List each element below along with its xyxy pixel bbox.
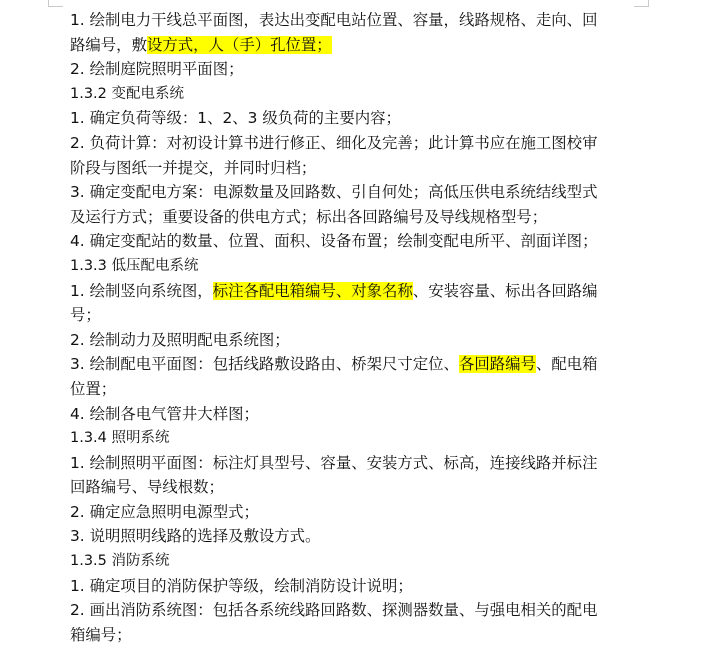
highlighted-text: 标注各配电箱编号、对象名称: [212, 281, 413, 300]
text-run: 箱编号；: [70, 625, 132, 644]
text-run: 2. 绘制动力及照明配电系统图；: [70, 330, 290, 349]
text-run: 、安装容量、标出各回路编: [412, 281, 598, 300]
text-run: 1.3.2 变配电系统: [70, 85, 185, 102]
text-run: 1. 确定负荷等级：1、2、3 级负荷的主要内容；: [70, 109, 401, 128]
text-line: [70, 500, 630, 525]
text-run: 2. 绘制庭院照明平面图；: [70, 60, 244, 79]
text-line: [70, 229, 630, 254]
text-line: [70, 598, 630, 623]
text-line: [70, 131, 630, 156]
margin-corner-mark-left: [48, 0, 63, 7]
text-run: 、配电箱: [535, 355, 598, 374]
highlighted-text: 各回路编号: [458, 355, 536, 374]
text-line: [70, 205, 630, 230]
section-heading: [70, 426, 630, 451]
text-line: [70, 451, 630, 476]
text-run: 1. 绘制照明平面图：标注灯具型号、容量、安装方式、标高，连接线路并标注: [70, 453, 598, 472]
text-run: 4. 确定变配站的数量、位置、面积、设备布置；绘制变配电所平、剖面详图；: [70, 232, 598, 251]
document-body[interactable]: [70, 8, 630, 647]
text-run: 位置；: [70, 379, 117, 398]
text-line: [70, 57, 630, 82]
text-run: 阶段与图纸一并提交，并同时归档；: [70, 158, 317, 177]
section-heading: [70, 549, 630, 574]
text-line: [70, 328, 630, 353]
text-line: [70, 8, 630, 33]
text-line: [70, 180, 630, 205]
section-heading: [70, 82, 630, 107]
text-run: 1. 绘制竖向系统图，: [70, 281, 213, 300]
text-run: 3. 确定变配电方案：电源数量及回路数、引自何处；高低压供电系统结线型式: [70, 183, 598, 202]
text-run: 1.3.3 低压配电系统: [70, 257, 199, 274]
text-run: 及运行方式；重要设备的供电方式；标出各回路编号及导线规格型号；: [70, 207, 548, 226]
text-run: 路编号，敷: [70, 35, 147, 54]
text-run: 1.3.4 照明系统: [70, 430, 170, 447]
text-line: [70, 156, 630, 181]
text-run: 2. 确定应急照明电源型式；: [70, 502, 259, 521]
text-line: [70, 377, 630, 402]
text-line: [70, 402, 630, 427]
text-line: [70, 623, 630, 647]
text-line: [70, 574, 630, 599]
section-heading: [70, 254, 630, 279]
text-line: [70, 279, 630, 304]
text-line: [70, 303, 630, 328]
text-run: 1. 确定项目的消防保护等级，绘制消防设计说明；: [70, 576, 413, 595]
text-line: [70, 352, 630, 377]
text-run: 2. 画出消防系统图：包括各系统线路回路数、探测器数量、与强电相关的配电: [70, 601, 598, 620]
margin-corner-mark-right: [634, 0, 649, 7]
text-line: [70, 33, 630, 58]
text-run: 号；: [70, 306, 101, 325]
text-line: [70, 106, 630, 131]
text-line: [70, 524, 630, 549]
highlighted-text: 设方式，人（手）孔位置；: [146, 35, 332, 54]
text-run: 回路编号、导线根数；: [70, 478, 224, 497]
text-run: 3. 绘制配电平面图：包括线路敷设路由、桥架尺寸定位、: [70, 355, 459, 374]
text-line: [70, 475, 630, 500]
text-run: 1. 绘制电力干线总平面图，表达出变配电站位置、容量，线路规格、走向、回: [70, 11, 598, 29]
text-run: 3. 说明照明线路的选择及敷设方式。: [70, 527, 321, 546]
text-run: 1.3.5 消防系统: [70, 553, 170, 570]
text-run: 4. 绘制各电气管井大样图；: [70, 404, 259, 423]
text-run: 2. 负荷计算：对初设计算书进行修正、细化及完善；此计算书应在施工图校审: [70, 133, 598, 152]
